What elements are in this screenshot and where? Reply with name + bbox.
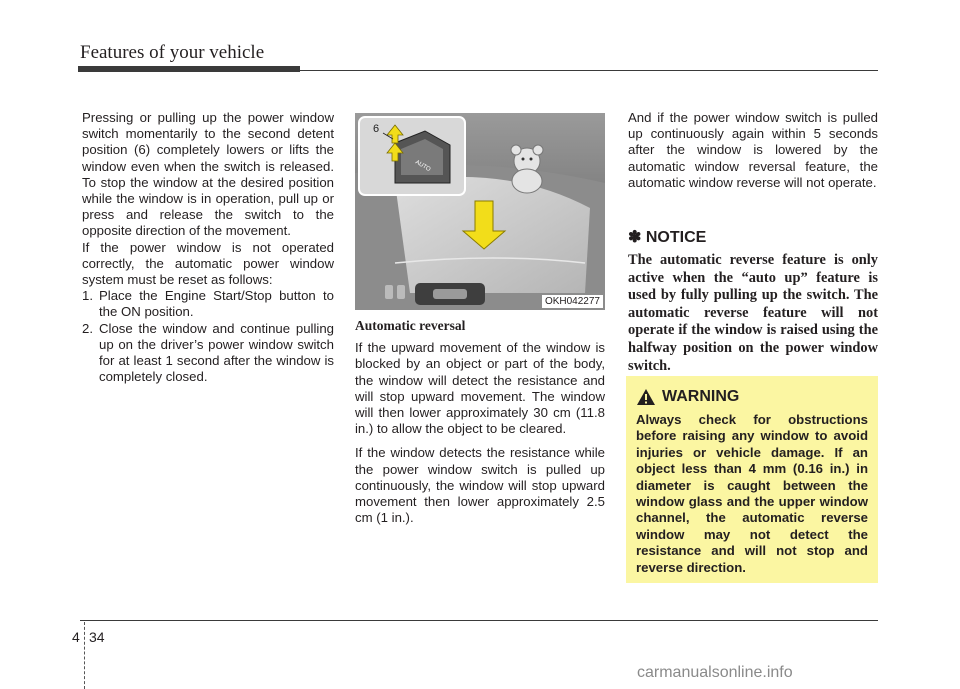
reversal-paragraph-2: If the window detects the resistance while the power window switch is pulled up continuously, the window will stop upward movement then lower approximately 2.5 cm (1 in.).	[355, 445, 605, 526]
reverse-disable-paragraph: And if the power window switch is pulled up continuously again within 5 seconds after the window is lowered by the automatic window reversal feature, the automatic window reverse will not operate.	[628, 110, 878, 190]
notice-icon: ✽	[628, 229, 642, 246]
callout-number: 6	[373, 123, 380, 135]
section-number: 4	[72, 629, 80, 645]
page-number: 34	[89, 629, 105, 645]
warning-box	[626, 376, 878, 583]
step-number: 1.	[82, 288, 93, 304]
page-header-title: Features of your vehicle	[80, 42, 265, 63]
step-number: 2.	[82, 320, 93, 336]
auto-label: AUTO	[414, 159, 432, 174]
step-text: Close the window and continue pulling up on the driver’s power window switch for at least 1 second after the window is completely closed.	[99, 320, 334, 385]
warning-header	[636, 388, 868, 406]
step-text: Place the Engine Start/Stop button to the ON position.	[99, 288, 334, 320]
footer-divider	[84, 622, 85, 689]
column-2	[355, 318, 605, 526]
reset-steps-list	[82, 288, 334, 385]
list-item	[82, 288, 334, 320]
footer-rule	[80, 620, 878, 621]
watermark-text: carmanualsonline.info	[637, 664, 793, 681]
automatic-reversal-heading: Automatic reversal	[355, 318, 466, 333]
figure-code: OKH042277	[542, 295, 603, 308]
column-1	[82, 110, 334, 385]
notice-title: NOTICE	[645, 229, 707, 246]
list-item	[82, 321, 334, 386]
header-rule	[300, 70, 878, 71]
reset-intro-paragraph: If the power window is not operated correctly, the automatic power window system must be reset as follows:	[82, 239, 334, 288]
notice-heading	[628, 227, 706, 247]
warning-title: WARNING	[662, 388, 740, 405]
intro-paragraph: Pressing or pulling up the power window switch momentarily to the second detent position (6) completely lowers or lifts the window even when the switch is released. To stop the window at the desired position while the window is in operation, pull up or press and release the switch to the opposite direction of the movement.	[82, 110, 334, 239]
power-window-figure	[355, 113, 605, 310]
reversal-paragraph-1: If the upward movement of the window is blocked by an object or part of the body, the window will detect the resistance and will stop upward movement. The window will then lower approximately 30 cm (11.8 in.) to allow the object to be cleared.	[355, 340, 605, 437]
notice-body: The automatic reverse feature is only active when the “auto up” feature is used by fully pulling up the switch. The automatic reverse feature will not operate if the window is raised using the halfway position on the power window switch.	[628, 252, 878, 374]
power-window-illustration	[355, 113, 605, 310]
warning-text: Always check for obstructions before raising any window to avoid injuries or vehicle damage. If an object less than 4 mm (0.16 in.) in diameter is caught between the window glass and the upper window channel, the automatic reverse window may not detect the resistance and will not stop and reverse direction.	[636, 412, 868, 575]
column-3	[628, 110, 878, 191]
warning-triangle-icon	[636, 388, 656, 406]
header-bar	[78, 66, 300, 72]
